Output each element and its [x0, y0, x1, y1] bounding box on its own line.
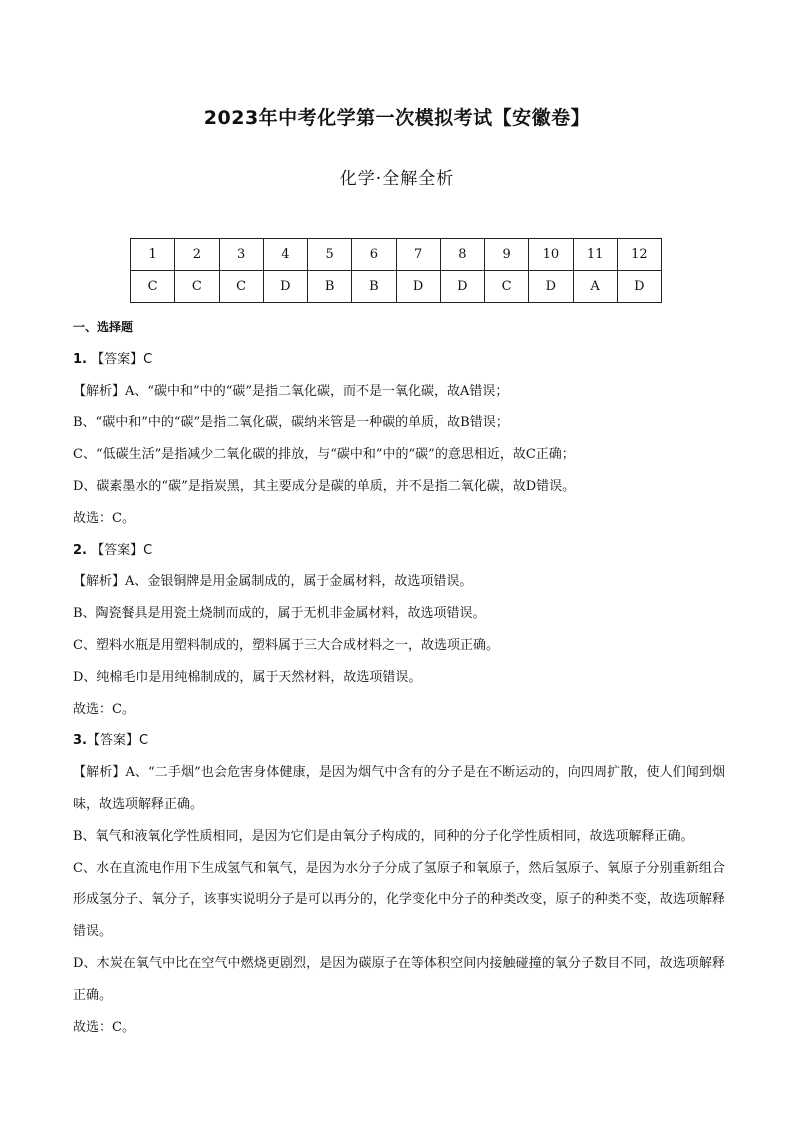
question-number-cell: 12 [617, 239, 661, 271]
conclusion-line: 故选：C。 [73, 701, 135, 717]
analysis-line: D、纯棉毛巾是用纯棉制成的，属于天然材料，故选项错误。 [73, 669, 422, 685]
question-number-cell: 2 [175, 239, 219, 271]
answer-cell: B [308, 271, 352, 303]
answer-cell: C [219, 271, 263, 303]
answer-cell: D [263, 271, 307, 303]
question-number: 2. [73, 542, 87, 558]
analysis-label: 【解析】 [73, 765, 126, 781]
answer-table-number-row [131, 239, 662, 271]
analysis-line: D、碳素墨水的“碳”是指炭黑，其主要成分是碳的单质，并不是指二氧化碳，故D错误。 [73, 478, 576, 494]
answer-value: C [143, 351, 153, 367]
question-number-cell: 11 [573, 239, 617, 271]
analysis-line [73, 566, 725, 598]
question-number: 1. [73, 351, 87, 367]
analysis-text: A、“碳中和”中的“碳”是指二氧化碳，而不是一氧化碳，故A错误； [125, 383, 509, 399]
analysis-label: 【解析】 [73, 383, 126, 399]
answer-cell: D [396, 271, 440, 303]
analysis-text: A、金银铜牌是用金属制成的，属于金属材料，故选项错误。 [125, 574, 473, 590]
answer-label: 【答案】 [91, 351, 144, 367]
section-title: 一、选择题 [73, 320, 134, 334]
answer-label: 【答案】 [86, 733, 139, 749]
answer-cell: D [529, 271, 573, 303]
question-number-cell: 5 [308, 239, 352, 271]
question-number-cell: 3 [219, 239, 263, 271]
analysis-line: D、木炭在氧气中比在空气中燃烧更剧烈，是因为碳原子在等体积空间内接触碰撞的氧分子数目不同，故选项解释正确。 [73, 955, 725, 1003]
answer-label: 【答案】 [91, 542, 144, 558]
answer-value: C [143, 542, 153, 558]
conclusion-line: 故选：C。 [73, 1019, 135, 1035]
analysis-text: A、“二手烟”也会危害身体健康，是因为烟气中含有的分子是在不断运动的，向四周扩散，使人们闻到烟味，故选项解释正确。 [73, 765, 725, 812]
answer-cell: C [485, 271, 529, 303]
answer-table-answer-row [131, 271, 662, 303]
question-number-cell: 7 [396, 239, 440, 271]
page-title: 2023年中考化学第一次模拟考试【安徽卷】 [203, 107, 591, 129]
answer-cell: C [175, 271, 219, 303]
analysis-line: B、陶瓷餐具是用瓷土烧制而成的，属于无机非金属材料，故选项错误。 [73, 606, 486, 622]
answer-cell: B [352, 271, 396, 303]
question-number-cell: 10 [529, 239, 573, 271]
answer-cell: A [573, 271, 617, 303]
analysis-line [73, 757, 725, 821]
question-1-answer-line [73, 344, 725, 376]
question-number-cell: 4 [263, 239, 307, 271]
solutions-body [73, 312, 725, 1043]
answer-cell: C [131, 271, 175, 303]
analysis-line: B、氧气和液氧化学性质相同，是因为它们是由氧分子构成的，同种的分子化学性质相同，故选项解释正确。 [73, 828, 694, 844]
question-2-answer-line [73, 535, 725, 567]
answer-cell: D [617, 271, 661, 303]
analysis-line: C、“低碳生活”是指减少二氧化碳的排放，与“碳中和”中的“碳”的意思相近，故C正确； [73, 447, 575, 463]
question-number-cell: 1 [131, 239, 175, 271]
analysis-label: 【解析】 [73, 574, 126, 590]
question-3-answer-line [73, 725, 725, 757]
question-number: 3. [73, 733, 87, 749]
analysis-line: B、“碳中和”中的“碳”是指二氧化碳，碳纳米管是一种碳的单质，故B错误； [73, 415, 509, 431]
conclusion-line: 故选：C。 [73, 510, 135, 526]
answer-cell: D [440, 271, 484, 303]
question-number-cell: 9 [485, 239, 529, 271]
question-number-cell: 6 [352, 239, 396, 271]
analysis-line: C、水在直流电作用下生成氢气和氧气，是因为水分子分成了氢原子和氧原子，然后氢原子、氧原子分别重新组合形成氢分子、氧分子，该事实说明分子是可以再分的，化学变化中分子的种类改变，原子的种类不变，故选项解释错误。 [73, 860, 725, 940]
answer-table [130, 238, 662, 303]
analysis-line: C、塑料水瓶是用塑料制成的，塑料属于三大合成材料之一，故选项正确。 [73, 637, 499, 653]
analysis-line [73, 376, 725, 408]
question-number-cell: 8 [440, 239, 484, 271]
answer-value: C [139, 733, 149, 749]
page-subtitle: 化学·全解全析 [339, 169, 455, 189]
